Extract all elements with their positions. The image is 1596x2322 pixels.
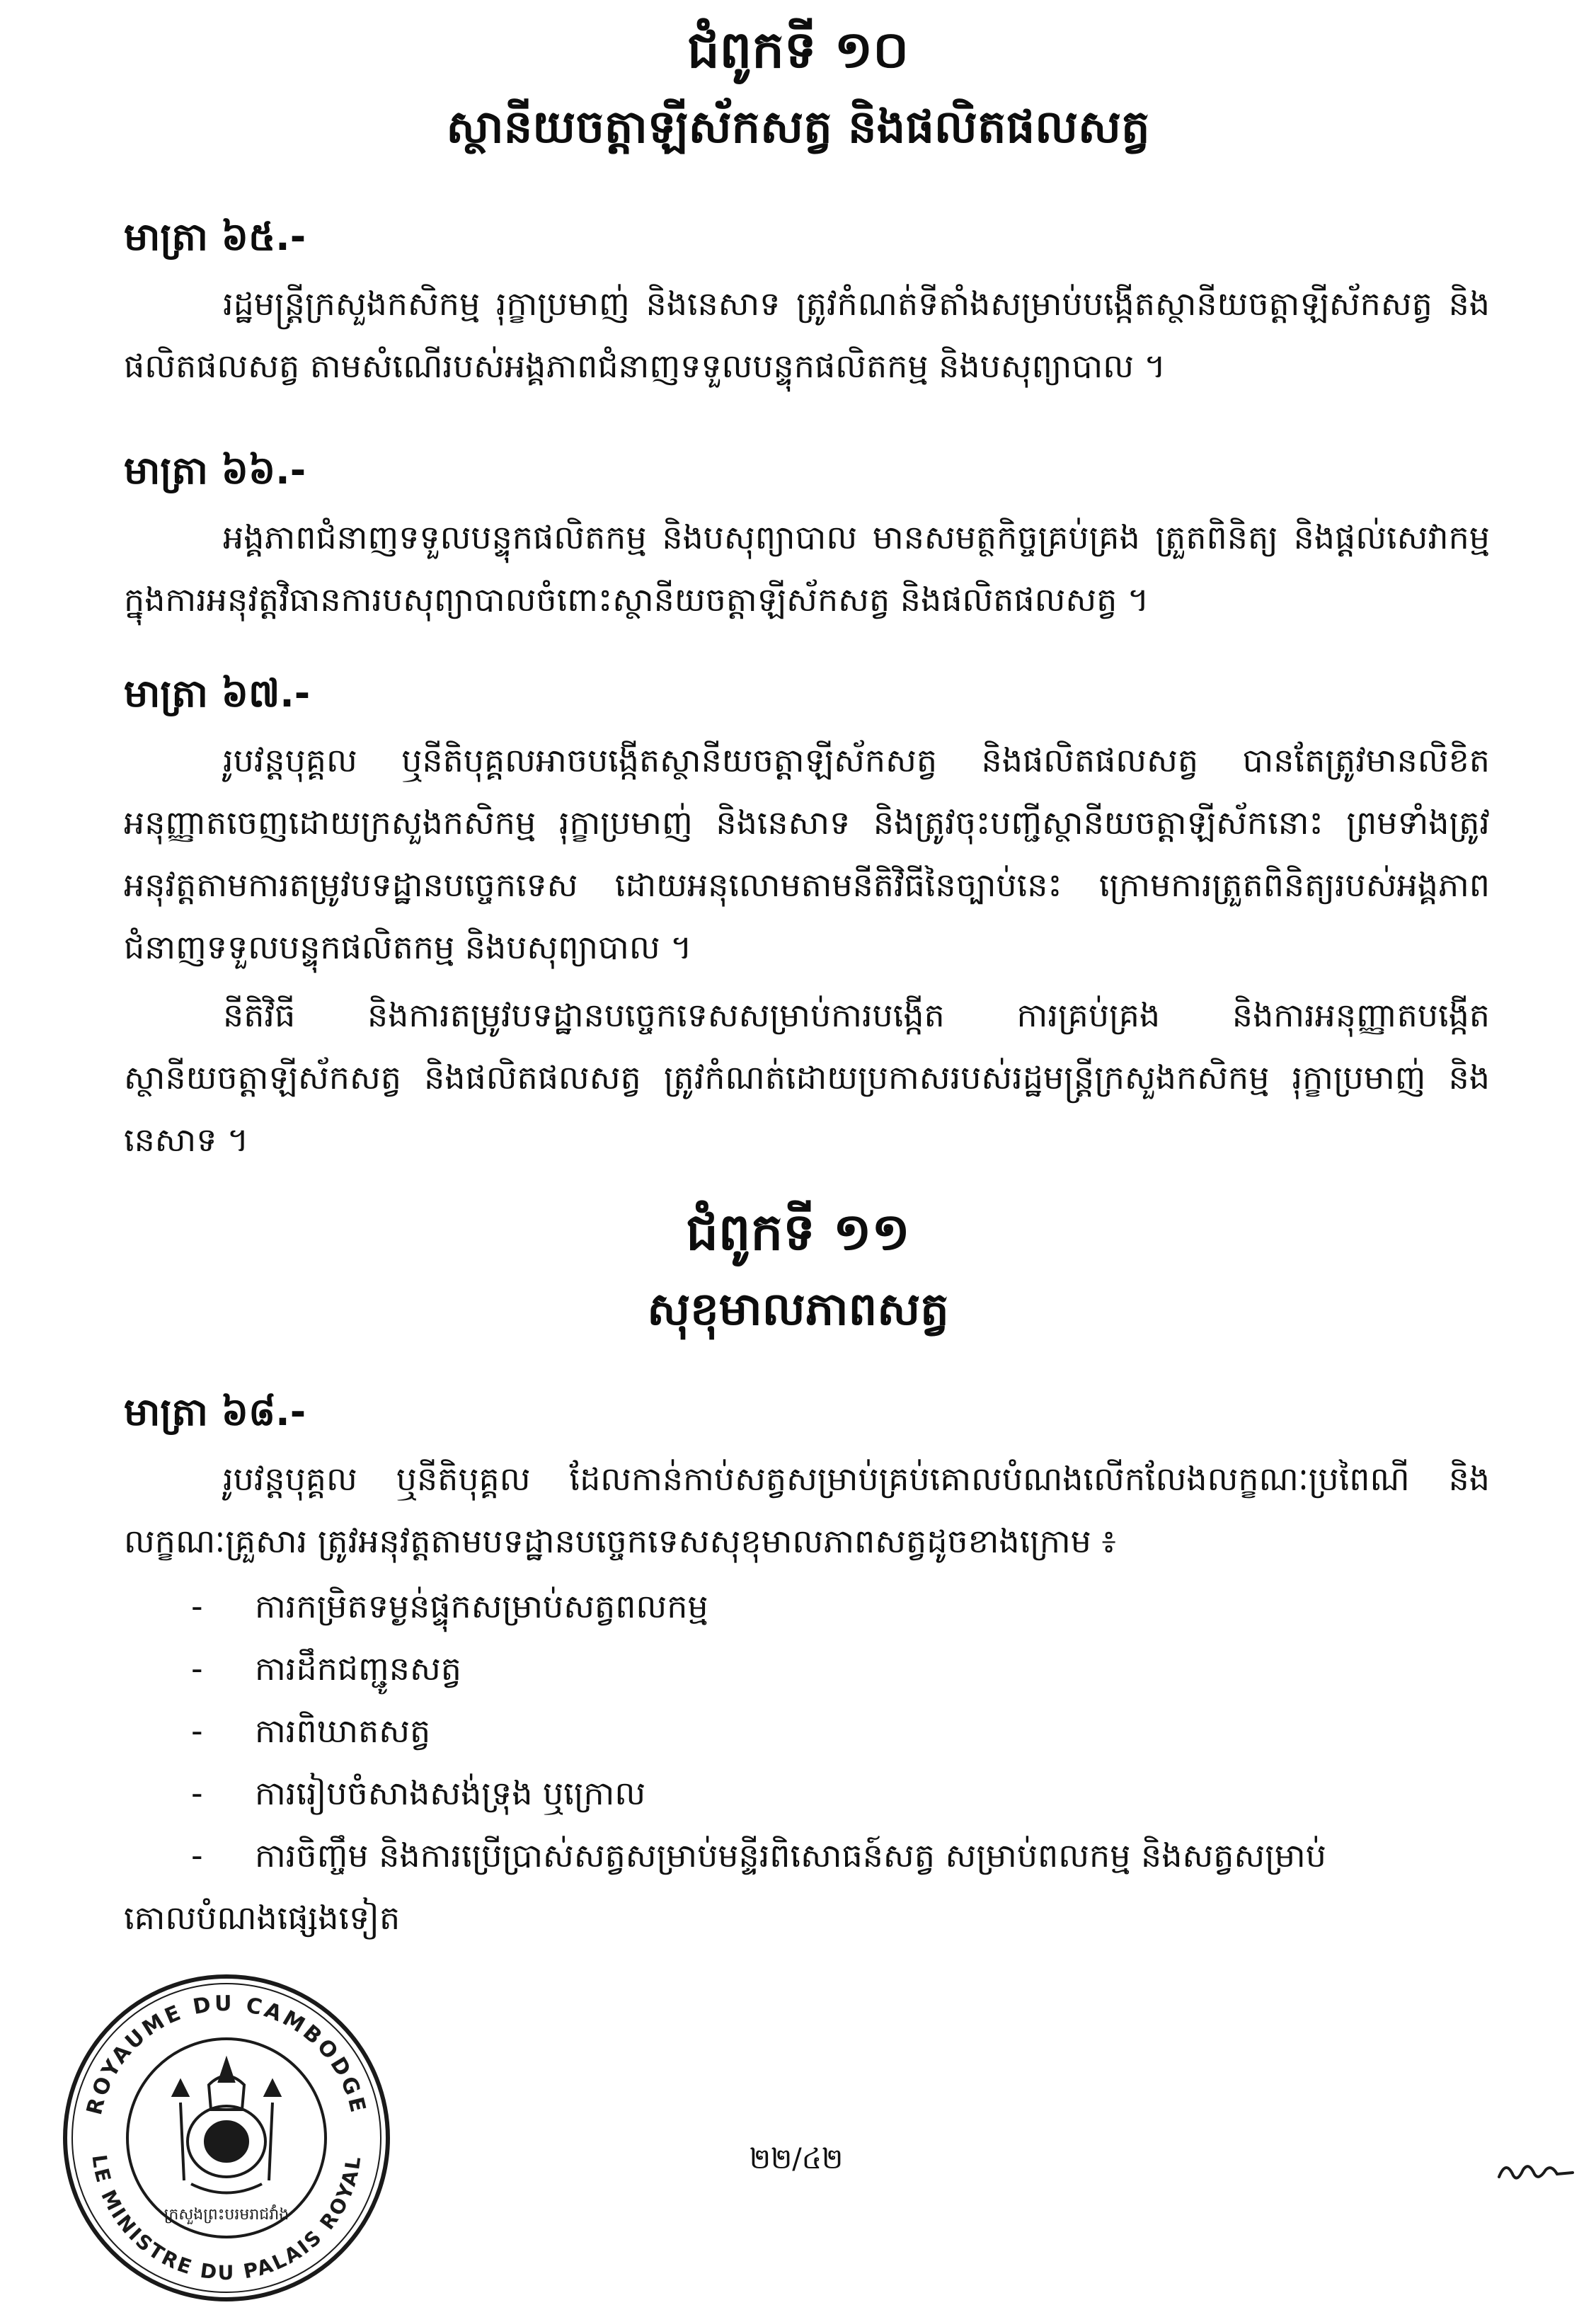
article-67-heading: មាត្រា ៦៧.- [124,671,311,716]
list-item-text: ការកម្រិតទម្ងន់ផ្ទុកសម្រាប់សត្វពលកម្ម [255,1587,708,1625]
chapter-11-title: ជំពូកទី ១១ [686,1202,910,1262]
article-68-heading: មាត្រា ៦៨.- [124,1390,306,1434]
article-67-paragraph-2: នីតិវិធី និងការតម្រូវបទដ្ឋានបច្ចេកទេសសម្រាប់ការបង្កើត ការគ្រប់គ្រង និងការអនុញ្ញាតបង្កើតស្ថានីយចត្តាឡីស័កសត្វ និងផលិតផលសត្វ ត្រូវកំណត់ដោយប្រកាសរបស់រដ្ឋមន្ត្រីក្រសួងកសិកម្ម រុក្ខាប្រមាញ់ និងនេសាទ ។ [124,996,1490,1159]
bullet-dash: - [191,1649,203,1688]
article-65-paragraph: រដ្ឋមន្ត្រីក្រសួងកសិកម្ម រុក្ខាប្រមាញ់ និងនេសាទ ត្រូវកំណត់ទីតាំងសម្រាប់បង្កើតស្ថានីយចត្តាឡីស័កសត្វ និងផលិតផលសត្វ តាមសំណើរបស់អង្គភាពជំនាញទទួលបន្ទុកផលិតកម្ម និងបសុព្យាបាល ។ [124,285,1490,385]
seal-inner-text: ក្រសួងព្រះបរមរាជវាំង [163,2206,289,2224]
article-68-bullet-list [191,1575,1493,1887]
chapter-11-subtitle: សុខុមាលភាពសត្វ [647,1283,949,1336]
list-item [191,1824,1493,1887]
royal-emblem-icon [173,2060,280,2193]
bullet-dash: - [191,1836,203,1875]
list-item-text: ការចិញ្ចឹម និងការប្រើប្រាស់សត្វសម្រាប់មន្ទីរពិសោធន៍សត្វ សម្រាប់ពលកម្ម និងសត្វសម្រាប់ [255,1836,1326,1875]
seal-text-top: ROYAUME DU CAMBODGE [81,1991,371,2117]
seal-text-bottom: LE MINISTRE DU PALAIS ROYAL [87,2153,366,2285]
list-item [191,1700,1493,1762]
article-66-paragraph: អង្គភាពជំនាញទទួលបន្ទុកផលិតកម្ម និងបសុព្យាបាល មានសមត្ថកិច្ចគ្រប់គ្រង ត្រួតពិនិត្យ និងផ្តល់សេវាកម្មក្នុងការអនុវត្តវិធានការបសុព្យាបាលចំពោះស្ថានីយចត្តាឡីស័កសត្វ និងផលិតផលសត្វ ។ [124,518,1490,619]
article-68-continuation: គោលបំណងផ្សេងទៀត [124,1899,401,1937]
list-item-text: ការដឹកជញ្ជូនសត្វ [255,1649,461,1688]
list-item-text: ការរៀបចំសាងសង់ទ្រុង ឬក្រោល [255,1774,646,1812]
list-item [191,1637,1493,1700]
article-68-paragraph: រូបវន្តបុគ្គល ឬនីតិបុគ្គល ដែលកាន់កាប់សត្វសម្រាប់គ្រប់គោលបំណងលើកលែងលក្ខណៈប្រពៃណី និងលក្ខណៈគ្រួសារ ត្រូវអនុវត្តតាមបទដ្ឋានបច្ចេកទេសសុខុមាលភាពសត្វដូចខាងក្រោម ៖ [124,1460,1490,1560]
bullet-dash: - [191,1587,203,1625]
article-66-heading: មាត្រា ៦៦.- [124,448,306,493]
list-item [191,1762,1493,1824]
bullet-dash: - [191,1712,203,1750]
chapter-10-subtitle: ស្ថានីយចត្តាឡីស័កសត្វ និងផលិតផលសត្វ [446,101,1150,154]
list-item-text: ការពិឃាតសត្វ [255,1712,431,1750]
page-number: ២២/៤២ [749,2143,844,2175]
royal-seal-stamp [57,1968,396,2308]
article-65-heading: មាត្រា ៦៥.- [124,215,306,259]
article-67-paragraph-1: រូបវន្តបុគ្គល ឬនីតិបុគ្គលអាចបង្កើតស្ថានីយចត្តាឡីស័កសត្វ និងផលិតផលសត្វ បានតែត្រូវមានលិខិតអនុញ្ញាតចេញដោយក្រសួងកសិកម្ម រុក្ខាប្រមាញ់ និងនេសាទ និងត្រូវចុះបញ្ជីស្ថានីយចត្តាឡីស័កនោះ ព្រមទាំងត្រូវអនុវត្តតាមការតម្រូវបទដ្ឋានបច្ចេកទេស ដោយអនុលោមតាមនីតិវិធីនៃច្បាប់នេះ ក្រោមការត្រួតពិនិត្យរបស់អង្គភាពជំនាញទទួលបន្ទុកផលិតកម្ម និងបសុព្យាបាល ។ [124,741,1490,966]
list-item [191,1575,1493,1637]
bullet-dash: - [191,1774,203,1812]
handwritten-initials-icon [1493,2149,1578,2191]
chapter-10-title: ជំពូកទី ១០ [687,20,909,79]
